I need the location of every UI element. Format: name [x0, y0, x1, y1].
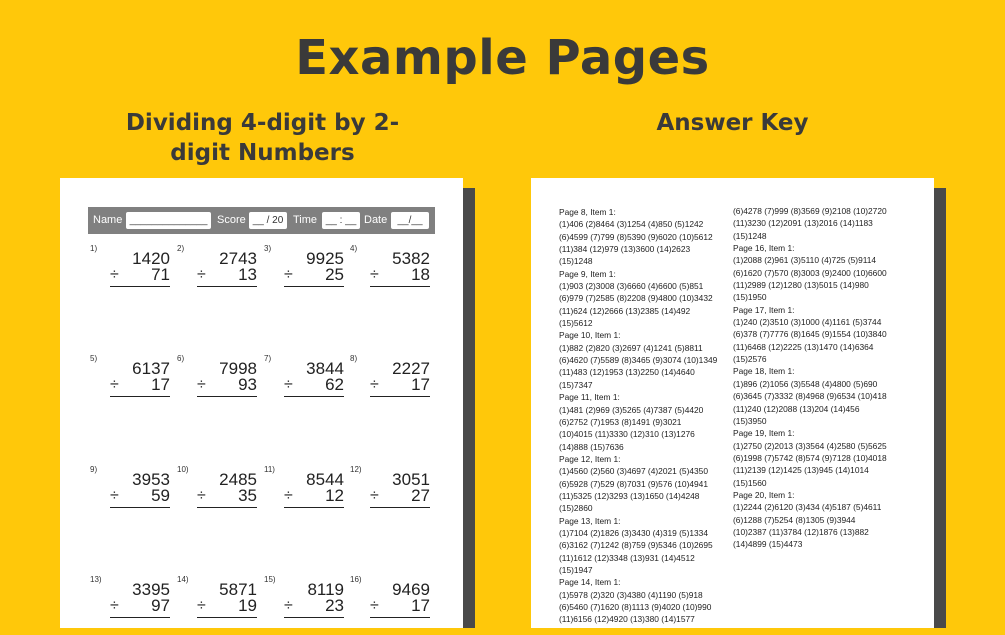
dividend: 2743 [219, 249, 257, 268]
problem-number: 8) [350, 354, 358, 363]
divisor: 23 [325, 596, 344, 615]
division-sign: ÷ [110, 597, 119, 614]
problem-9 [90, 465, 170, 525]
answer-key-line: Page 9, Item 1: [559, 268, 616, 279]
answer-key-line: (1)882 (2)820 (3)2697 (4)1241 (5)8811 [559, 342, 703, 353]
problem-5 [90, 354, 170, 414]
dividend: 1420 [132, 249, 170, 268]
answer-key-line: (15)2860 [559, 503, 593, 514]
answer-key-line: (6)5460 (7)1620 (8)1113 (9)4020 (10)990 [559, 602, 712, 612]
answer-key-line: (6)4620 (7)5589 (8)3465 (9)3074 (10)1349 [559, 355, 718, 366]
answer-key-line: (6)5928 (7)529 (8)7031 (9)576 (10)4941 [559, 478, 708, 489]
time-field: __ : __ [322, 212, 360, 229]
problem-8 [350, 354, 430, 414]
problem-1 [90, 244, 170, 304]
problem-number: 9) [90, 465, 98, 474]
problem-16 [350, 575, 430, 635]
answer-key-line: Page 8, Item 1: [559, 207, 616, 217]
answer-key-line: (1)903 (2)3008 (3)6660 (4)6600 (5)851 [559, 281, 704, 292]
answer-key-line: Page 18, Item 1: [733, 366, 795, 377]
problem-number: 16) [350, 575, 362, 584]
answer-key-line: (6)1288 (7)5254 (8)1305 (9)3944 [733, 514, 856, 525]
answer-key-line: (15)1248 [733, 230, 767, 241]
answer-key-line: (11)2139 (12)1425 (13)945 (14)1014 [733, 465, 869, 476]
dividend: 3844 [306, 359, 344, 378]
problem-number: 14) [177, 575, 189, 584]
answer-key-line: (15)1560 [733, 477, 767, 488]
answer-line [197, 617, 257, 618]
dividend: 3395 [132, 580, 170, 599]
divisor: 19 [238, 596, 257, 615]
answer-key-line: (1)7104 (2)1826 (3)3430 (4)319 (5)1334 [559, 527, 708, 538]
problem-3 [264, 244, 344, 304]
answer-line [370, 617, 430, 618]
problem-number: 12) [350, 465, 362, 474]
answer-key-line: Page 14, Item 1: [559, 577, 621, 588]
dividend: 2227 [392, 359, 430, 378]
problem-10 [177, 465, 257, 525]
divisor: 27 [411, 486, 430, 505]
answer-key-line: (6)378 (7)7776 (8)1645 (9)1554 (10)3840 [733, 329, 887, 340]
answer-key-line: (15)5612 [559, 318, 593, 329]
division-sign: ÷ [197, 597, 206, 614]
division-sign: ÷ [370, 266, 379, 283]
dividend: 3953 [132, 470, 170, 489]
problem-number: 1) [90, 244, 98, 253]
division-sign: ÷ [370, 487, 379, 504]
answer-key-line: (11)5325 (12)3293 (13)1650 (14)4248 [559, 490, 700, 501]
page-title: Example Pages [295, 30, 710, 86]
answer-key-line: (14)888 (15)7636 [559, 441, 624, 452]
dividend: 5382 [392, 249, 430, 268]
date-field: __/__ [391, 212, 429, 229]
problem-number: 3) [264, 244, 272, 253]
name-label: Name [93, 214, 123, 226]
dividend: 6137 [132, 359, 170, 378]
answer-key-line: Page 11, Item 1: [559, 392, 620, 403]
division-sign: ÷ [284, 266, 293, 283]
division-sign: ÷ [110, 376, 119, 393]
answer-key-line: (15)2576 [733, 354, 767, 365]
answer-line [110, 617, 170, 618]
divisor: 18 [411, 265, 430, 284]
dividend: 9469 [392, 580, 430, 599]
answer-key-line: (15)3950 [733, 415, 767, 426]
divisor: 25 [325, 265, 344, 284]
answer-key-column-2 [733, 205, 887, 551]
problem-number: 4) [350, 244, 358, 253]
answer-key-line: (1)5978 (2)320 (3)4380 (4)1190 (5)918 [559, 589, 703, 600]
answer-key-line: (11)3230 (12)2091 (13)2016 (14)1183 [733, 218, 873, 229]
answer-line [110, 286, 170, 287]
problem-15 [264, 575, 344, 635]
answer-key-line: (6)979 (7)2585 (8)2208 (9)4800 (10)3432 [559, 293, 713, 304]
problem-11 [264, 465, 344, 525]
answer-key-line: (6)4599 (7)799 (8)5390 (9)6020 (10)5612 [559, 231, 713, 242]
time-label: Time [293, 214, 318, 226]
division-sign: ÷ [197, 376, 206, 393]
problem-number: 11) [264, 465, 275, 474]
answer-line [284, 507, 344, 508]
answer-key-line: (15)7347 [559, 379, 593, 390]
divisor: 62 [325, 375, 344, 394]
problem-number: 10) [177, 465, 189, 474]
answer-key-line: (1)2244 (2)6120 (3)434 (4)5187 (5)4611 [733, 502, 882, 513]
answer-key-line: (1)2750 (2)2013 (3)3564 (4)2580 (5)5625 [733, 440, 887, 451]
divisor: 59 [151, 486, 170, 505]
answer-key-line: (6)1620 (7)570 (8)3003 (9)2400 (10)6600 [733, 267, 887, 278]
divisor: 17 [411, 375, 430, 394]
worksheet-header-bar [88, 207, 435, 234]
problem-7 [264, 354, 344, 414]
division-sign: ÷ [370, 376, 379, 393]
problem-6 [177, 354, 257, 414]
dividend: 9925 [306, 249, 344, 268]
answer-line [197, 286, 257, 287]
answer-key-page [531, 178, 934, 628]
answer-key-line: (1)896 (2)1056 (3)5548 (4)4800 (5)690 [733, 378, 878, 389]
answer-key-line: (11)384 (12)979 (13)3600 (14)2623 [559, 244, 691, 255]
answer-key-line: (11)1612 (12)3348 (13)931 (14)4512 [559, 552, 695, 563]
answer-line [197, 507, 257, 508]
answer-key-line: (1)4560 (2)560 (3)4697 (4)2021 (5)4350 [559, 466, 708, 477]
divisor: 71 [151, 265, 170, 284]
score-label: Score [217, 214, 246, 226]
answer-key-line: (1)481 (2)969 (3)5265 (4)7387 (5)4420 [559, 404, 704, 415]
score-field: __ / 20 [249, 212, 287, 229]
answer-key-line: (1)2088 (2)961 (3)5110 (4)725 (5)9114 [733, 255, 877, 266]
answer-key-line: (11)6468 (12)2225 (13)1470 (14)6364 [733, 341, 874, 352]
problem-number: 5) [90, 354, 98, 363]
answer-key-line: (11)2989 (12)1280 (13)5015 (14)980 [733, 280, 869, 291]
problem-number: 13) [90, 575, 102, 584]
answer-key-line: (14)4899 (15)4473 [733, 539, 803, 550]
divisor: 17 [411, 596, 430, 615]
division-sign: ÷ [110, 487, 119, 504]
divisor: 17 [151, 375, 170, 394]
division-sign: ÷ [284, 597, 293, 614]
answer-key-line: Page 13, Item 1: [559, 515, 621, 526]
answer-line [370, 286, 430, 287]
answer-key-column-1 [559, 206, 717, 626]
date-label: Date [364, 214, 388, 226]
answer-key-line: (15)1947 [559, 564, 593, 575]
answer-key-line: Page 16, Item 1: [733, 243, 795, 254]
answer-key-line: (1)240 (2)3510 (3)1000 (4)1161 (5)3744 [733, 317, 882, 328]
answer-key-line: (1)406 (2)8464 (3)1254 (4)850 (5)1242 [559, 219, 704, 230]
division-sign: ÷ [370, 597, 379, 614]
problem-2 [177, 244, 257, 304]
answer-key-line: Page 19, Item 1: [733, 428, 795, 439]
answer-line [197, 396, 257, 397]
answer-key-title: Answer Key [656, 110, 809, 136]
divisor: 13 [238, 265, 257, 284]
answer-key-line: Page 12, Item 1: [559, 453, 621, 464]
divisor: 93 [238, 375, 257, 394]
dividend: 8544 [306, 470, 344, 489]
answer-key-line: (6)3645 (7)3332 (8)4968 (9)6534 (10)418 [733, 391, 887, 402]
divisor: 12 [325, 486, 344, 505]
dividend: 2485 [219, 470, 257, 489]
problem-number: 7) [264, 354, 272, 363]
problem-12 [350, 465, 430, 525]
answer-key-line: (11)483 (12)1953 (13)2250 (14)4640 [559, 367, 695, 378]
answer-key-line: (6)4278 (7)999 (8)3569 (9)2108 (10)2720 [733, 206, 887, 216]
problem-4 [350, 244, 430, 304]
answer-key-line: (15)1950 [733, 292, 767, 303]
answer-key-line: Page 10, Item 1: [559, 330, 621, 341]
answer-key-line: (6)1998 (7)5742 (8)574 (9)7128 (10)4018 [733, 452, 887, 463]
dividend: 5871 [219, 580, 257, 599]
divisor: 35 [238, 486, 257, 505]
answer-key-line: (10)2387 (11)3784 (12)1876 (13)882 [733, 526, 869, 537]
answer-line [110, 507, 170, 508]
division-sign: ÷ [197, 266, 206, 283]
answer-key-line: (11)624 (12)2666 (13)2385 (14)492 [559, 305, 691, 316]
answer-line [370, 396, 430, 397]
dividend: 7998 [219, 359, 257, 378]
name-field: ______________ [126, 212, 211, 229]
division-sign: ÷ [197, 487, 206, 504]
answer-key-line: (11)240 (12)2088 (13)204 (14)456 [733, 403, 860, 414]
problem-13 [90, 575, 170, 635]
answer-key-line: (10)4015 (11)3330 (12)310 (13)1276 [559, 429, 695, 440]
answer-line [110, 396, 170, 397]
dividend: 3051 [392, 470, 430, 489]
division-sign: ÷ [284, 376, 293, 393]
problem-number: 15) [264, 575, 276, 584]
problem-14 [177, 575, 257, 635]
worksheet-title: Dividing 4-digit by 2-digit Numbers [125, 110, 400, 166]
division-sign: ÷ [110, 266, 119, 283]
problem-number: 2) [177, 244, 185, 253]
answer-line [284, 396, 344, 397]
answer-line [370, 507, 430, 508]
dividend: 8119 [307, 580, 344, 599]
worksheet-page [60, 178, 463, 628]
answer-key-line: (6)3162 (7)1242 (8)759 (9)5346 (10)2695 [559, 540, 713, 551]
answer-key-line: Page 20, Item 1: [733, 489, 795, 500]
answer-line [284, 286, 344, 287]
problem-number: 6) [177, 354, 185, 363]
answer-key-line: (15)1248 [559, 256, 593, 267]
answer-key-line: Page 17, Item 1: [733, 304, 795, 315]
answer-key-line: (6)2752 (7)1953 (8)1491 (9)3021 [559, 416, 682, 427]
divisor: 97 [151, 596, 170, 615]
answer-key-line: (11)6156 (12)4920 (13)380 (14)1577 [559, 614, 695, 625]
division-sign: ÷ [284, 487, 293, 504]
answer-line [284, 617, 344, 618]
